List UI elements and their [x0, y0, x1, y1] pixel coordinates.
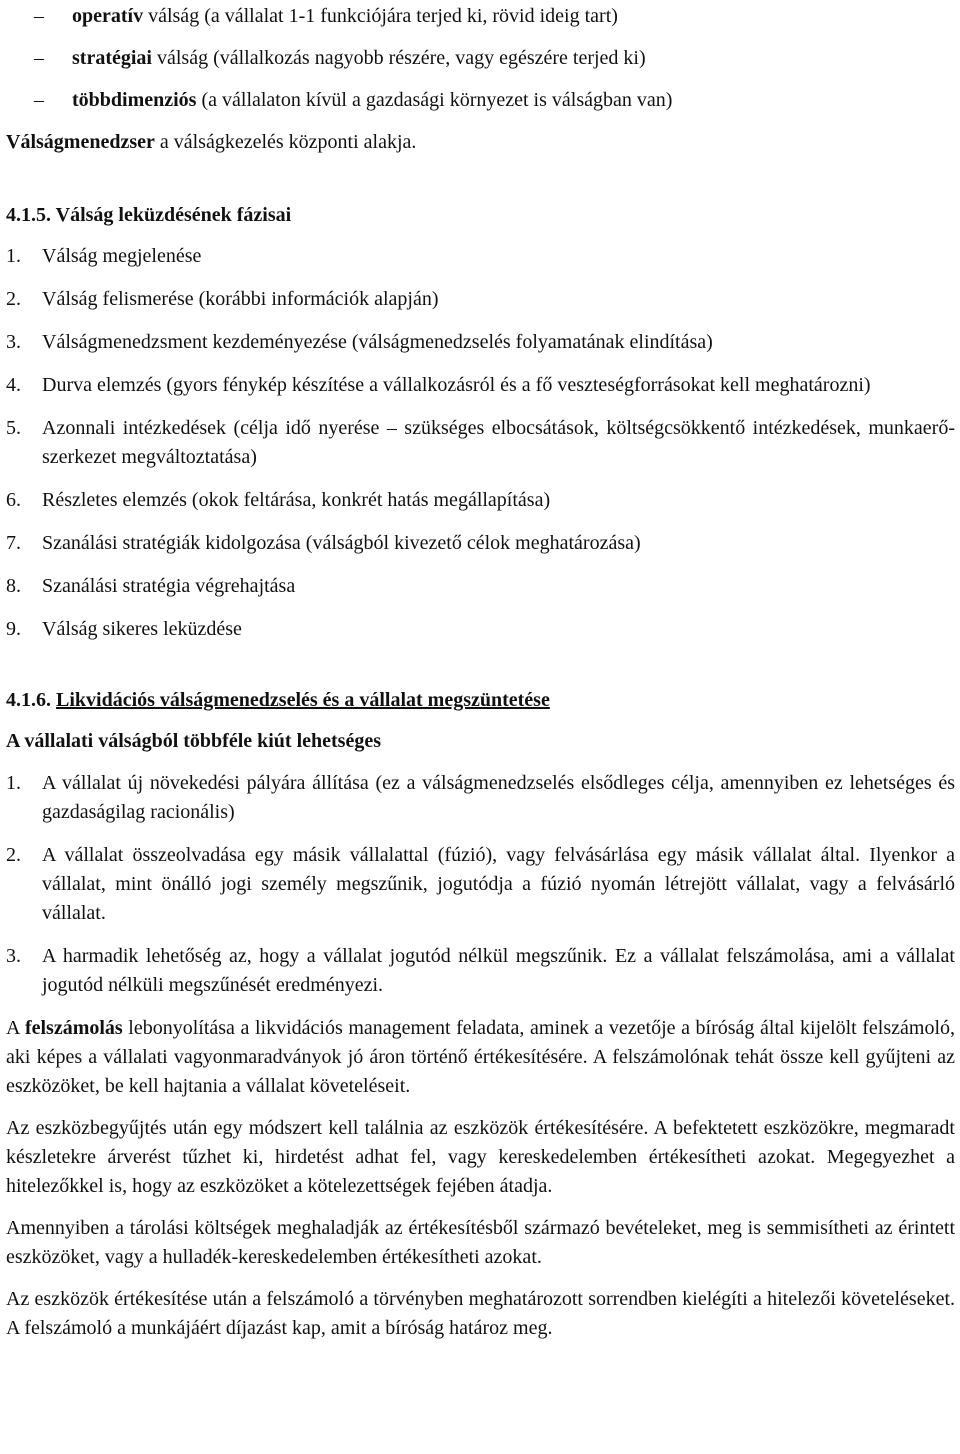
dash-bullet: – [34, 89, 44, 111]
list-item: 1. Válság megjelenése [6, 245, 202, 267]
exit-options-list [6, 769, 955, 1000]
paragraph-asset-sale: Az eszközbegyűjtés után egy módszert kell találnia az eszközök értékesítésére. A befektetett eszközökre, megmaradt készletekre árverést tűzhet ki, hirdetést adhat fel, vagy kereskedelemben értékesítheti azokat. Megegyezhet a hitelezőkkel is, hogy az eszközöket a kötelezettségek fejében átadja. [6, 1117, 955, 1197]
manager-paragraph: Válságmenedzser a válságkezelés központi alakja. [6, 131, 417, 153]
list-item: – operatív válság (a vállalat 1-1 funkciójára terjed ki, rövid ideig tart) [6, 2, 955, 31]
list-item: 6. Részletes elemzés (okok feltárása, konkrét hatás megállapítása) [6, 489, 551, 511]
term: többdimenziós [72, 89, 197, 111]
dash-bullet: – [34, 5, 44, 27]
list-item: 1. A vállalat új növekedési pályára állítása (ez a válságmenedzselés elsődleges célja, amennyiben ez lehetséges és gazdaságilag racionális) [6, 772, 955, 823]
term: stratégiai [72, 47, 152, 69]
list-item: 8. Szanálási stratégia végrehajtása [6, 575, 296, 597]
list-item: 3. Válságmenedzsment kezdeményezése (válságmenedzselés folyamatának elindítása) [6, 331, 713, 353]
list-item: – stratégiai válság (vállalkozás nagyobb részére, vagy egészére terjed ki) [6, 44, 955, 73]
paragraph-liquidation: A felszámolás lebonyolítása a likvidációs management feladata, aminek a vezetője a bíróság által kijelölt felszámoló, aki képes a vállalati vagyonmaradványok jó áron történő értékesítésére. A felszámolónak tehát össze kell gyűjteni az eszközöket, be kell hajtania a vállalat követeléseit. [6, 1017, 956, 1097]
document-page [0, 2, 960, 1343]
list-item: 9. Válság sikeres leküzdése [6, 618, 242, 640]
list-item: 7. Szanálási stratégiák kidolgozása (válságból kivezető célok meghatározása) [6, 532, 641, 554]
section-heading-4-1-5: 4.1.5. Válság leküzdésének fázisai [6, 204, 292, 226]
paragraph-destruction: Amennyiben a tárolási költségek meghaladják az értékesítésből származó bevételeket, meg is semmisítheti az érintett eszközöket, vagy a hulladék-kereskedelemben értékesítheti azokat. [6, 1217, 955, 1268]
dash-bullet: – [34, 47, 44, 69]
section-subheading: A vállalati válságból többféle kiút lehetséges [6, 730, 381, 752]
phase-list [6, 242, 955, 644]
paragraph-creditors: Az eszközök értékesítése után a felszámoló a törvényben meghatározott sorrendben kielégíti a hitelezői követeléseket. A felszámoló a munkájáért díjazást kap, amit a bíróság határoz meg. [6, 1288, 955, 1339]
list-item: 3. A harmadik lehetőség az, hogy a vállalat jogutód nélkül megszűnik. Ez a vállalat felszámolása, ami a vállalat jogutód nélküli megszűnését eredményezi. [6, 945, 955, 996]
list-item: 2. Válság felismerése (korábbi információk alapján) [6, 288, 439, 310]
list-item: 2. A vállalat összeolvadása egy másik vállalattal (fúzió), vagy felvásárlása egy másik vállalat által. Ilyenkor a vállalat, mint önálló jogi személy megszűnik, jogutódja a fúzió nyomán létrejött vállalat, vagy a felvásárló vállalat. [6, 844, 955, 924]
section-heading-4-1-6: 4.1.6. Likvidációs válságmenedzselés és a vállalat megszüntetése [6, 689, 550, 711]
crisis-type-list [6, 2, 955, 115]
list-item: – többdimenziós (a vállalaton kívül a gazdasági környezet is válságban van) [6, 86, 955, 115]
list-item: 5. Azonnali intézkedések (célja idő nyerése – szükséges elbocsátások, költségcsökkentő intézkedések, munkaerő-szerkezet megváltoztatása) [6, 417, 955, 468]
list-item: 4. Durva elemzés (gyors fénykép készítése a vállalkozásról és a fő veszteségforrásokat kell meghatározni) [6, 374, 871, 396]
term: operatív [72, 5, 144, 27]
